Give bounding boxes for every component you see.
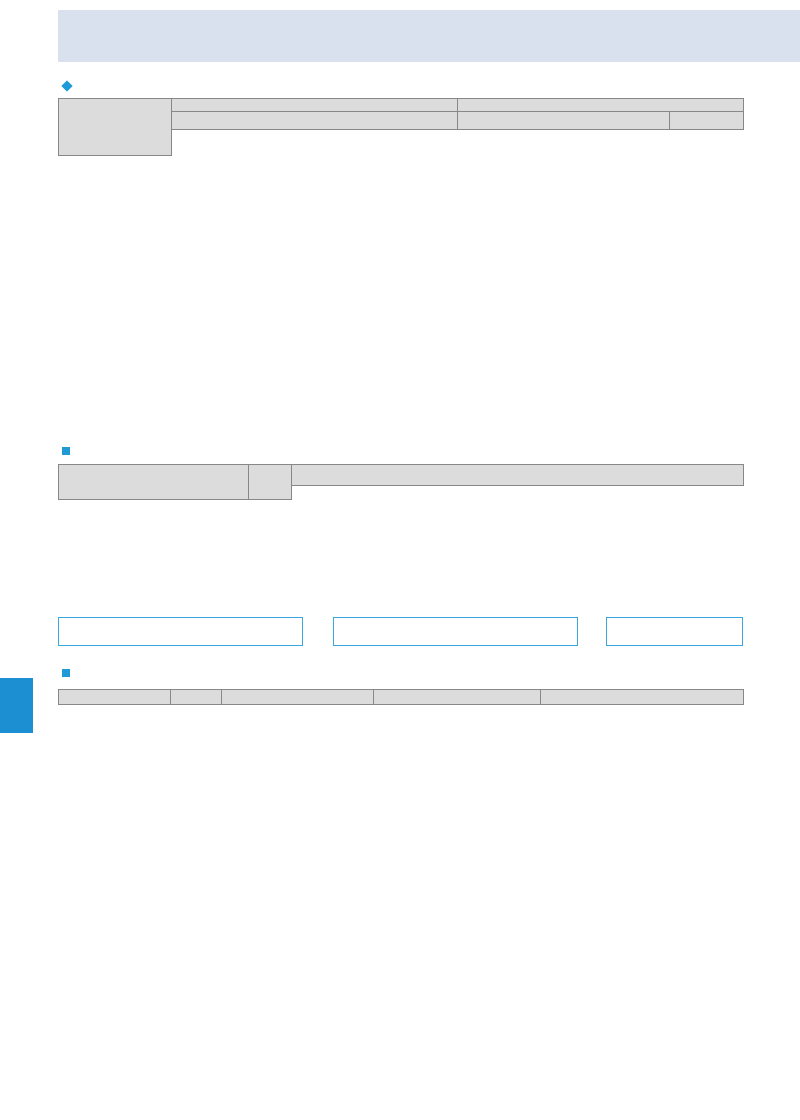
section1-heading [62,82,78,90]
grade-header [458,99,744,112]
maxap-header [171,690,222,705]
material-header [59,99,172,156]
helix-header [541,690,744,705]
section3-heading [62,669,74,677]
maxap-header [249,465,292,500]
section2-heading [62,447,74,455]
spec-header [59,690,171,705]
calc-box-factor [333,617,578,646]
factor-header [292,465,744,486]
chipbreaker-note [172,112,458,130]
drill-header [222,690,374,705]
ramp-header [374,690,541,705]
ap-factor-table [58,464,744,500]
drill-ramp-helix-table [58,689,744,727]
calc-box-base-feed [58,617,303,646]
cvd-header [670,112,744,130]
cutting-params-table [58,98,744,156]
header-band [58,10,800,62]
insert-header [59,465,249,500]
square-bullet-icon [62,447,70,455]
megacoat-header [458,112,670,130]
side-tab-letter[interactable] [0,678,33,733]
diamond-bullet-icon [61,80,72,91]
chipbreaker-header [172,99,458,112]
calc-box-result [606,617,743,646]
square-bullet-icon [62,669,70,677]
